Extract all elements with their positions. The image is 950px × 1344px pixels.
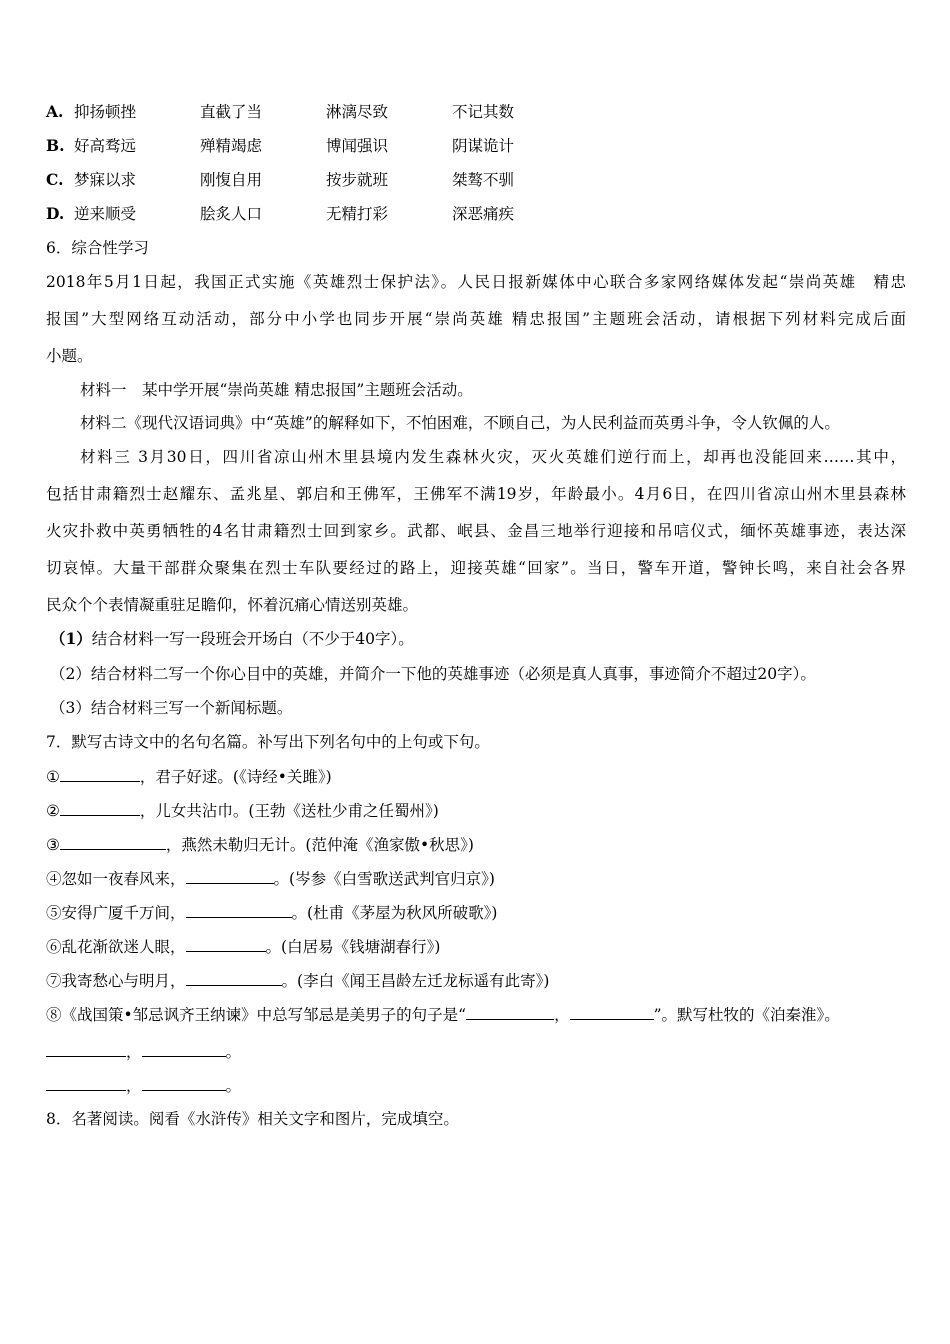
item-text: ，君子好逑。(《诗经•关雎》)	[139, 768, 332, 786]
item-text: ⑤安得广厦千万间，	[46, 904, 186, 922]
option-item: 无精打彩	[326, 205, 389, 223]
item-text: 。(岑参《白雪歌送武判官归京》)	[273, 870, 495, 888]
material-1: 材料一 某中学开展“崇尚英雄 精忠报国”主题班会活动。	[80, 381, 473, 399]
option-item: 博闻强识	[326, 137, 389, 155]
material-3-line: 材料三 3月30日，四川省凉山州木里县境内发生森林火灾，灭火英雄们逆行而上，却再也没能回来……其中，	[80, 448, 906, 466]
item-text: 。(李白《闻王昌龄左迁龙标遥有此寄》)	[281, 972, 550, 990]
answer-blank[interactable]	[186, 902, 292, 918]
item-number: ①	[46, 768, 60, 786]
q7-poem-line	[46, 1075, 241, 1096]
option-item: 殚精竭虑	[200, 137, 263, 155]
option-item: 直截了当	[200, 103, 263, 121]
item-text: ④忽如一夜春风来，	[46, 870, 186, 888]
punctuation: ，	[126, 1077, 142, 1095]
q7-item-3	[46, 834, 474, 855]
option-item: 深恶痛疾	[452, 205, 515, 223]
punctuation: 。	[225, 1077, 242, 1095]
answer-blank[interactable]	[186, 936, 266, 952]
option-item: 按步就班	[326, 171, 389, 189]
option-item: 桀骜不驯	[452, 171, 515, 189]
sub-question-number: （1）	[50, 629, 92, 648]
material-3-line: 火灾扑救中英勇牺牲的4名甘肃籍烈士回到家乡。武都、岷县、金昌三地举行迎接和吊唁仪式，缅怀英雄事迹，表达深	[46, 522, 906, 540]
item-text: ，	[554, 1006, 570, 1024]
item-number: ②	[46, 802, 60, 820]
answer-blank[interactable]	[60, 800, 140, 816]
answer-blank[interactable]	[142, 1075, 226, 1091]
answer-blank[interactable]	[60, 766, 140, 782]
item-text: ”。默写杜牧的《泊秦淮》。	[653, 1006, 840, 1024]
q6-intro-line: 小题。	[46, 347, 93, 365]
q6-intro-line: 报国”大型网络互动活动，部分中小学也同步开展“崇尚英雄 精忠报国”主题班会活动，请根据下列材料完成后面	[46, 310, 906, 328]
answer-blank[interactable]	[186, 970, 282, 986]
material-3-line: 民众个个表情凝重驻足瞻仰，怀着沉痛心情送别英雄。	[46, 596, 419, 614]
q7-item-8	[46, 1004, 840, 1025]
q7-item-1	[46, 766, 332, 787]
answer-blank[interactable]	[46, 1075, 126, 1091]
sub-question-text: 结合材料一写一段班会开场白（不少于40字）。	[91, 630, 414, 648]
q7-item-7	[46, 970, 549, 991]
option-item: 不记其数	[452, 103, 515, 121]
q6-intro-line: 2018年5月1日起，我国正式实施《英雄烈士保护法》。人民日报新媒体中心联合多家网络媒体发起“崇尚英雄 精忠	[46, 273, 906, 291]
option-item: 抑扬顿挫	[74, 103, 137, 121]
q7-poem-line	[46, 1041, 241, 1062]
option-letter: C.	[46, 170, 64, 189]
material-2: 材料二《现代汉语词典》中“英雄”的解释如下，不怕困难，不顾自己，为人民利益而英勇斗争，令人钦佩的人。	[80, 414, 840, 432]
punctuation: ，	[126, 1043, 142, 1061]
material-3-line: 切哀悼。大量干部群众聚集在烈士车队要经过的路上，迎接英雄“回家”。当日，警车开道，警钟长鸣，来自社会各界	[46, 559, 906, 577]
item-text: 。(白居易《钱塘湖春行》)	[265, 938, 441, 956]
q7-item-4	[46, 868, 495, 889]
option-letter: D.	[46, 204, 65, 223]
option-item: 淋漓尽致	[326, 103, 389, 121]
q8-title: 8．名著阅读。阅看《水浒传》相关文字和图片，完成填空。	[46, 1110, 459, 1128]
answer-blank[interactable]	[466, 1004, 554, 1020]
item-text: ，燕然未勒归无计。(范仲淹《渔家傲•秋思》)	[165, 836, 474, 854]
option-item: 脍炙人口	[200, 205, 263, 223]
option-letter: A.	[46, 102, 64, 121]
item-text: ⑧《战国策•邹忌讽齐王纳谏》中总写邹忌是美男子的句子是“	[46, 1006, 467, 1024]
option-item: 逆来顺受	[74, 205, 137, 223]
item-text: ⑥乱花渐欲迷人眼，	[46, 938, 186, 956]
option-item: 好高骛远	[74, 137, 137, 155]
sub-question-3: （3）结合材料三写一个新闻标题。	[50, 699, 293, 717]
q6-title: 6．综合性学习	[46, 239, 149, 257]
item-text: ⑦我寄愁心与明月，	[46, 972, 186, 990]
sub-question-2: （2）结合材料二写一个你心目中的英雄，并简介一下他的英雄事迹（必须是真人真事，事迹简介不超过20字）。	[50, 665, 816, 683]
answer-blank[interactable]	[46, 1041, 126, 1057]
item-text: ，儿女共沾巾。(王勃《送杜少甫之任蜀州》)	[139, 802, 439, 820]
answer-blank[interactable]	[60, 834, 166, 850]
item-text: 。(杜甫《茅屋为秋风所破歌》)	[291, 904, 498, 922]
answer-blank[interactable]	[142, 1041, 226, 1057]
q7-item-2	[46, 800, 439, 821]
punctuation: 。	[225, 1043, 242, 1061]
q7-title: 7．默写古诗文中的名句名篇。补写出下列名句中的上句或下句。	[46, 733, 490, 751]
sub-question-1	[50, 629, 414, 649]
q7-item-5	[46, 902, 497, 923]
item-number: ③	[46, 836, 60, 854]
option-item: 阴谋诡计	[452, 137, 515, 155]
material-3-line: 包括甘肃籍烈士赵耀东、孟兆星、郭启和王佛军，王佛军不满19岁，年龄最小。4月6日，在四川省凉山州木里县森林	[46, 485, 906, 503]
answer-blank[interactable]	[186, 868, 274, 884]
q7-item-6	[46, 936, 440, 957]
option-letter: B.	[46, 136, 65, 155]
option-item: 梦寐以求	[74, 171, 137, 189]
option-item: 刚愎自用	[200, 171, 263, 189]
answer-blank[interactable]	[570, 1004, 654, 1020]
